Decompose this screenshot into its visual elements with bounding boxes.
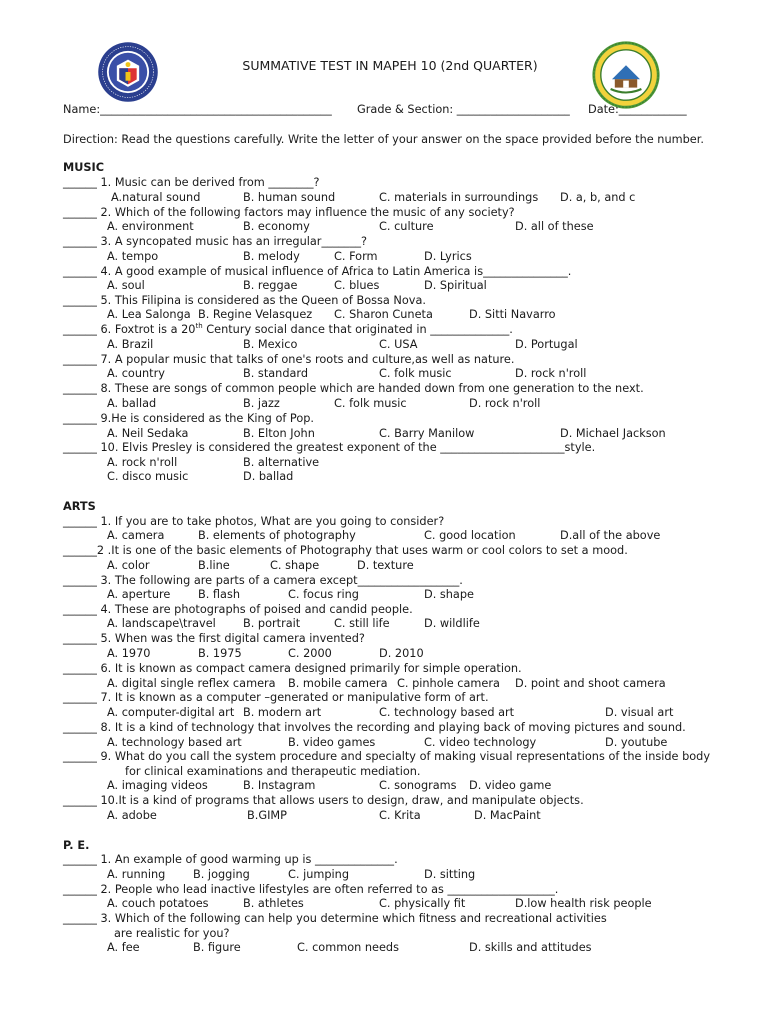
music-q9: ______ 9.He is considered as the King of Pop. <box>63 412 315 425</box>
school-seal-icon <box>591 40 661 110</box>
pe-q3: ______ 3. Which of the following can help you determine which fitness and recreational activities <box>63 912 607 925</box>
option-b: B.line <box>198 559 230 572</box>
option-c: C. blues <box>334 279 380 292</box>
option-c: C. Barry Manilow <box>379 427 475 440</box>
option-c: C. folk music <box>334 397 407 410</box>
option-d: D. shape <box>424 588 474 601</box>
option-a: A. rock n'roll <box>107 456 178 469</box>
option-c: C. disco music <box>107 470 189 483</box>
option-c: C. Sharon Cuneta <box>334 308 433 321</box>
music-q2: ______ 2. Which of the following factors may influence the music of any society? <box>63 206 515 219</box>
option-a: A. aperture <box>107 588 171 601</box>
option-a: A. 1970 <box>107 647 151 660</box>
option-a: A. soul <box>107 279 145 292</box>
option-d: D. sitting <box>424 868 476 881</box>
option-d: D. point and shoot camera <box>515 677 666 690</box>
option-d: D. wildlife <box>424 617 480 630</box>
option-d: D. skills and attitudes <box>469 941 592 954</box>
option-a: A. color <box>107 559 150 572</box>
pe-q2: ______ 2. People who lead inactive lifestyles are often referred to as ___________________. <box>63 883 559 896</box>
music-heading: MUSIC <box>63 161 105 174</box>
option-a: A. digital single reflex camera <box>107 677 276 690</box>
option-d: D. texture <box>357 559 414 572</box>
option-b: B. jazz <box>243 397 280 410</box>
option-d: D. youtube <box>605 736 668 749</box>
arts-q10: ______ 10.It is a kind of programs that allows users to design, draw, and manipulate objects. <box>63 794 584 807</box>
option-d: D. video game <box>469 779 552 792</box>
option-c: C. video technology <box>424 736 537 749</box>
option-c: C. folk music <box>379 367 452 380</box>
option-b: B. flash <box>198 588 241 601</box>
option-c: C. Krita <box>379 809 421 822</box>
option-a: A. Lea Salonga <box>107 308 191 321</box>
option-d: D. Sitti Navarro <box>469 308 556 321</box>
date-field[interactable]: Date:____________ <box>588 103 687 116</box>
grade-section-field[interactable]: Grade & Section: ____________________ <box>357 103 570 116</box>
option-a: A. imaging videos <box>107 779 208 792</box>
arts-q1: ______ 1. If you are to take photos, What are you going to consider? <box>63 515 445 528</box>
music-q7: ______ 7. A popular music that talks of one's roots and culture,as well as nature. <box>63 353 515 366</box>
option-c: C. pinhole camera <box>397 677 500 690</box>
pe-heading: P. E. <box>63 839 90 852</box>
option-d: D. all of these <box>515 220 594 233</box>
option-a: A. running <box>107 868 166 881</box>
option-d: D. a, b, and c <box>560 191 636 204</box>
arts-q4: ______ 4. These are photographs of poised and candid people. <box>63 603 413 616</box>
arts-q8: ______ 8. It is a kind of technology that involves the recording and playing back of moving pictures and sound. <box>63 721 686 734</box>
option-d: D. rock n'roll <box>469 397 541 410</box>
music-q10: ______ 10. Elvis Presley is considered the greatest exponent of the ______________________style. <box>63 441 596 454</box>
pe-q1: ______ 1. An example of good warming up is ______________. <box>63 853 398 866</box>
option-a: A. ballad <box>107 397 157 410</box>
option-d: D. ballad <box>243 470 294 483</box>
option-c: C. jumping <box>288 868 350 881</box>
q6-stem-sup: th <box>195 322 203 331</box>
option-d: D. Lyrics <box>424 250 472 263</box>
option-b: B. portrait <box>243 617 301 630</box>
option-b: B. 1975 <box>198 647 242 660</box>
option-c: C. focus ring <box>288 588 359 601</box>
arts-q3: ______ 3. The following are parts of a camera except__________________. <box>63 574 463 587</box>
option-d: D.all of the above <box>560 529 661 542</box>
option-d: D. Spiritual <box>424 279 487 292</box>
option-a: A. adobe <box>107 809 157 822</box>
option-b: B. economy <box>243 220 310 233</box>
option-c: C. sonograms <box>379 779 457 792</box>
option-a: A. Brazil <box>107 338 154 351</box>
option-b: B. alternative <box>243 456 320 469</box>
music-q5: ______ 5. This Filipina is considered as the Queen of Bossa Nova. <box>63 294 426 307</box>
option-c: C. still life <box>334 617 390 630</box>
option-c: C. technology based art <box>379 706 515 719</box>
option-c: C. materials in surroundings <box>379 191 539 204</box>
option-c: C. physically fit <box>379 897 466 910</box>
music-q8: ______ 8. These are songs of common people which are handed down from one generation to the next. <box>63 382 644 395</box>
arts-q5: ______ 5. When was the first digital camera invented? <box>63 632 365 645</box>
option-b: B. modern art <box>243 706 322 719</box>
option-b: B.GIMP <box>247 809 287 822</box>
option-a: A. environment <box>107 220 194 233</box>
option-d: D. Michael Jackson <box>560 427 666 440</box>
option-d: D. rock n'roll <box>515 367 587 380</box>
music-q3: ______ 3. A syncopated music has an irregular_______? <box>63 235 367 248</box>
option-c: C. Form <box>334 250 378 263</box>
option-c: C. common needs <box>297 941 399 954</box>
option-c: C. good location <box>424 529 516 542</box>
test-title: SUMMATIVE TEST IN MAPEH 10 (2nd QUARTER) <box>242 58 538 73</box>
option-b: B. video games <box>288 736 376 749</box>
option-d: D. MacPaint <box>474 809 541 822</box>
option-b: B. human sound <box>243 191 336 204</box>
option-c: C. shape <box>270 559 320 572</box>
option-d: D.low health risk people <box>515 897 652 910</box>
music-q1: ______ 1. Music can be derived from ________? <box>63 176 320 189</box>
option-b: B. elements of photography <box>198 529 356 542</box>
option-d: D. visual art <box>605 706 674 719</box>
option-b: B. reggae <box>243 279 298 292</box>
arts-heading: ARTS <box>63 500 96 513</box>
option-b: B. Regine Velasquez <box>198 308 313 321</box>
option-a: A. camera <box>107 529 165 542</box>
option-b: B. Elton John <box>243 427 315 440</box>
option-b: B. jogging <box>193 868 250 881</box>
option-a: A. country <box>107 367 165 380</box>
q6-stem-post: Century social dance that originated in ______________. <box>202 323 513 336</box>
arts-q9-cont: for clinical examinations and therapeutic mediation. <box>125 765 421 778</box>
option-b: B. athletes <box>243 897 304 910</box>
option-b: B. standard <box>243 367 309 380</box>
option-a: A. computer-digital art <box>107 706 235 719</box>
arts-q6: ______ 6. It is known as compact camera designed primarily for simple operation. <box>63 662 522 675</box>
music-q4: ______ 4. A good example of musical influence of Africa to Latin America is_______________. <box>63 265 572 278</box>
arts-q9: ______ 9. What do you call the system procedure and specialty of making visual representations of the inside body <box>63 750 711 763</box>
option-c: C. 2000 <box>288 647 332 660</box>
option-b: B. Mexico <box>243 338 298 351</box>
option-a: A.natural sound <box>111 191 201 204</box>
option-a: A. technology based art <box>107 736 242 749</box>
option-a: A. landscape\travel <box>107 617 216 630</box>
option-d: D. 2010 <box>379 647 424 660</box>
option-b: B. mobile camera <box>288 677 388 690</box>
option-d: D. Portugal <box>515 338 578 351</box>
option-b: B. figure <box>193 941 241 954</box>
option-c: C. culture <box>379 220 434 233</box>
q6-stem-pre: ______ 6. Foxtrot is a 20 <box>63 323 196 336</box>
arts-q2: ______2 .It is one of the basic elements of Photography that uses warm or cool colors to set a mood. <box>63 544 628 557</box>
option-b: B. melody <box>243 250 300 263</box>
option-a: A. tempo <box>107 250 159 263</box>
option-a: A. couch potatoes <box>107 897 209 910</box>
direction-text: Direction: Read the questions carefully. Write the letter of your answer on the space provided before the number. <box>63 133 704 146</box>
name-field[interactable]: Name:_________________________________________ <box>63 103 332 116</box>
pe-q3-cont: are realistic for you? <box>114 927 230 940</box>
option-a: A. fee <box>107 941 140 954</box>
option-c: C. USA <box>379 338 418 351</box>
deped-seal-icon <box>97 41 159 103</box>
option-b: B. Instagram <box>243 779 316 792</box>
music-q6 <box>63 323 513 337</box>
option-a: A. Neil Sedaka <box>107 427 189 440</box>
arts-q7: ______ 7. It is known as a computer –generated or manipulative form of art. <box>63 691 489 704</box>
